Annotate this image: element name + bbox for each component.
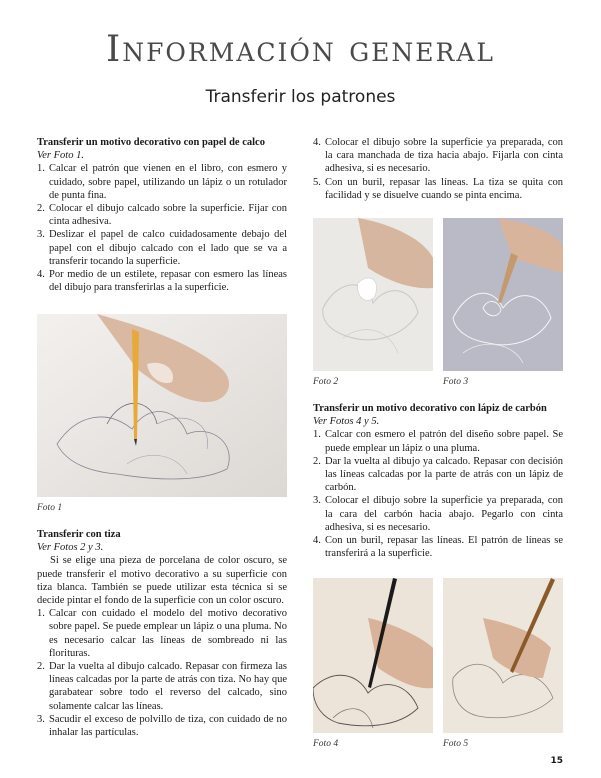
step-text: Colocar el dibujo sobre la superficie ya preparada, con la cara del carbón hacia abajo. Pegarlo con cinta adhesiva, si es necesario. [325, 495, 563, 533]
step-number: 4. [37, 269, 45, 281]
step-number: 3. [313, 495, 321, 507]
step-number: 2. [37, 661, 45, 673]
photo-2 [313, 218, 433, 371]
step-number: 2. [37, 203, 45, 215]
photo-reference: Ver Fotos 2 y 3. [37, 542, 104, 554]
step-item [313, 494, 563, 534]
caption-foto-2: Foto 2 [313, 377, 339, 387]
step-item [37, 202, 287, 228]
photo-5 [443, 578, 563, 733]
section-heading: Transferir un motivo decorativo con papel de calco [37, 137, 265, 148]
photo-reference: Ver Foto 1. [37, 150, 84, 162]
step-list [313, 428, 563, 560]
step-item [37, 713, 287, 739]
step-text: Calcar con esmero el patrón del diseño sobre papel. Se puede emplear un lápiz o una pluma. [325, 429, 563, 454]
step-item [313, 534, 563, 560]
step-number: 1. [313, 429, 321, 441]
step-text: Por medio de un estilete, repasar con esmero las líneas del dibujo para transferirlas a la superficie. [49, 269, 287, 294]
step-number: 3. [37, 713, 45, 725]
caption-foto-4: Foto 4 [313, 739, 339, 749]
step-list [313, 136, 563, 202]
step-item [37, 607, 287, 660]
step-number: 5. [313, 176, 321, 188]
page-subtitle: Transferir los patrones [205, 87, 396, 107]
section-intro: Si se elige una pieza de porcelana de color oscuro, se puede transferir el motivo decorativo a su superficie con tiza blanca. También se puede utilizar esta técnica si se decide pintar el fondo de la superficie con un color oscuro. [37, 555, 287, 607]
section-heading: Transferir un motivo decorativo con lápiz de carbón [313, 403, 547, 414]
section-heading: Transferir con tiza [37, 529, 121, 540]
step-number: 2. [313, 455, 321, 467]
caption-foto-3: Foto 3 [443, 377, 469, 387]
photo-1-illustration [37, 314, 287, 497]
step-item [313, 176, 563, 202]
step-item [313, 455, 563, 495]
photo-reference: Ver Fotos 4 y 5. [313, 416, 380, 428]
photo-4 [313, 578, 433, 733]
step-text: Calcar con cuidado el modelo del motivo decorativo sobre papel. Se puede emplear un lápiz o una pluma. No es necesario calcar las líneas de sombreado ni las florituras. [49, 608, 287, 659]
photo-2-illustration [313, 218, 433, 371]
step-item [313, 428, 563, 454]
section-carbon [313, 402, 563, 560]
caption-foto-5: Foto 5 [443, 739, 469, 749]
page-title: Información general [105, 29, 496, 70]
step-text: Sacudir el exceso de polvillo de tiza, con cuidado de no inhalar las partículas. [49, 713, 287, 739]
step-item [313, 136, 563, 176]
section-tiza [37, 528, 287, 739]
step-text: Colocar el dibujo calcado sobre la superficie. Fijar con cinta adhesiva. [49, 203, 287, 228]
step-list [37, 162, 287, 294]
step-number: 4. [313, 535, 321, 547]
step-text: Calcar el patrón que vienen en el libro, con esmero y cuidado, sobre papel, utilizando un lápiz o un rotulador de punta fina. [49, 163, 287, 201]
step-text: Dar la vuelta al dibujo ya calcado. Repasar con decisión las líneas calcadas por la parte de atrás con un lápiz de carbón. [325, 455, 563, 494]
step-number: 4. [313, 137, 321, 148]
photo-5-illustration [443, 578, 563, 733]
step-text: Con un buril, repasar las líneas. La tiza se quita con facilidad y se disuelve cuando se pinta encima. [325, 176, 563, 201]
step-list [37, 607, 287, 739]
photo-1 [37, 314, 287, 497]
caption-foto-1: Foto 1 [37, 503, 63, 513]
step-item [37, 162, 287, 202]
step-number: 3. [37, 229, 45, 241]
section-calco [37, 136, 287, 294]
step-item [37, 228, 287, 268]
step-number: 1. [37, 163, 45, 175]
photo-3 [443, 218, 563, 371]
photo-3-illustration [443, 218, 563, 371]
step-item [37, 268, 287, 294]
step-text: Con un buril, repasar las líneas. El patrón de líneas se transferirá a la superficie. [325, 535, 563, 560]
photo-4-illustration [313, 578, 433, 733]
step-text: Deslizar el papel de calco cuidadosamente debajo del papel con el dibujo calcado con el lado que se va a transferir tocando la superficie. [49, 229, 287, 267]
step-text: Colocar el dibujo sobre la superficie ya preparada, con la cara manchada de tiza hacia abajo. Fijarla con cinta adhesiva, si es necesario. [325, 137, 563, 175]
page-number: 15 [550, 756, 563, 766]
step-item [37, 660, 287, 713]
section-tiza-continued [313, 136, 563, 202]
step-number: 1. [37, 608, 45, 620]
step-text: Dar la vuelta al dibujo calcado. Repasar con firmeza las líneas calcadas por la parte de atrás con tiza. No hay que garabatear sobre todo el reverso del calcado, sino solamente calcar las líneas. [49, 661, 287, 712]
